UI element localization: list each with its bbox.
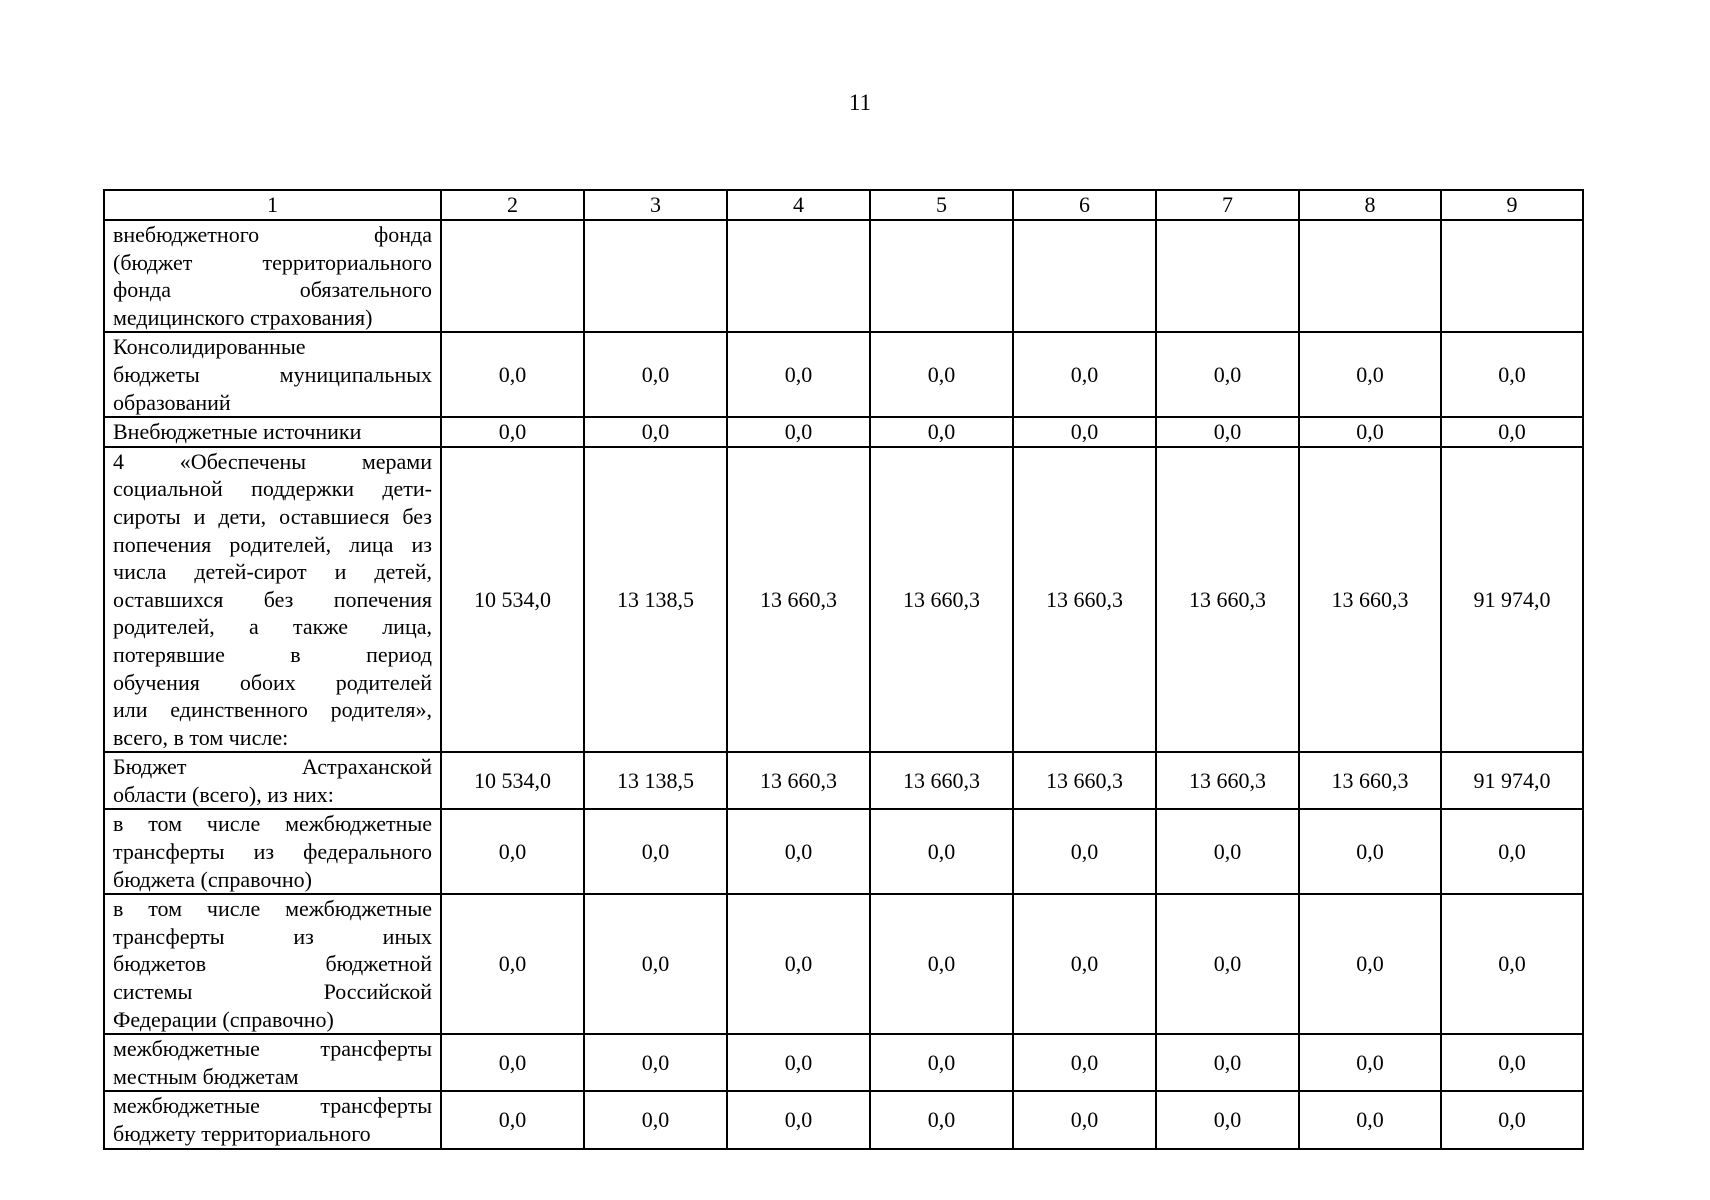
description-line: всего, в том числе: — [113, 724, 289, 750]
value-cell: 13 660,3 — [1013, 447, 1156, 753]
column-header: 2 — [441, 190, 584, 220]
value-cell: 0,0 — [1013, 1034, 1156, 1091]
value-cell: 10 534,0 — [441, 447, 584, 753]
table-row — [104, 809, 1583, 894]
description-line: области (всего), из них: — [113, 781, 334, 807]
row-description — [104, 332, 441, 417]
page-number: 11 — [848, 90, 872, 115]
value-cell: 0,0 — [441, 894, 584, 1034]
description-line: бюджета (справочно) — [113, 866, 312, 892]
value-cell: 13 660,3 — [870, 752, 1013, 809]
value-cell: 13 660,3 — [727, 752, 870, 809]
value-cell: 0,0 — [584, 1034, 727, 1091]
description-line: образований — [113, 389, 231, 415]
description-line: межбюджетные трансферты — [113, 1036, 432, 1062]
value-cell: 0,0 — [1156, 1091, 1299, 1148]
table-row — [104, 417, 1583, 447]
value-cell: 0,0 — [870, 894, 1013, 1034]
value-cell: 0,0 — [1441, 1091, 1583, 1148]
description-line: или единственного родителя», — [113, 697, 432, 723]
value-cell: 91 974,0 — [1441, 447, 1583, 753]
value-cell: 0,0 — [1441, 894, 1583, 1034]
column-header: 3 — [584, 190, 727, 220]
description-line: в том числе межбюджетные — [113, 811, 432, 837]
value-cell: 0,0 — [1299, 1034, 1441, 1091]
description-line: сироты и дети, оставшиеся без — [113, 503, 432, 529]
value-cell: 13 660,3 — [1013, 752, 1156, 809]
value-cell: 0,0 — [584, 894, 727, 1034]
description-line: оставшихся без попечения — [113, 586, 432, 612]
row-description — [104, 1091, 441, 1148]
description-line: трансферты из федерального — [113, 839, 432, 865]
column-header-row — [104, 190, 1583, 220]
value-cell — [1441, 220, 1583, 332]
value-cell: 0,0 — [1156, 894, 1299, 1034]
value-cell: 0,0 — [441, 417, 584, 447]
description-line: фонда обязательного — [113, 277, 432, 303]
value-cell: 13 138,5 — [584, 447, 727, 753]
value-cell: 0,0 — [1441, 1034, 1583, 1091]
value-cell — [727, 220, 870, 332]
value-cell — [1299, 220, 1441, 332]
value-cell: 0,0 — [1156, 417, 1299, 447]
value-cell: 13 138,5 — [584, 752, 727, 809]
value-cell: 0,0 — [441, 1091, 584, 1148]
value-cell: 0,0 — [1013, 1091, 1156, 1148]
value-cell: 0,0 — [1441, 332, 1583, 417]
value-cell: 0,0 — [727, 1091, 870, 1148]
value-cell: 0,0 — [870, 417, 1013, 447]
table-row — [104, 332, 1583, 417]
value-cell: 0,0 — [1441, 809, 1583, 894]
description-line: числа детей-сирот и детей, — [113, 559, 432, 585]
table-body — [104, 190, 1583, 1149]
value-cell: 0,0 — [584, 417, 727, 447]
value-cell: 0,0 — [441, 332, 584, 417]
value-cell: 0,0 — [1013, 332, 1156, 417]
value-cell: 91 974,0 — [1441, 752, 1583, 809]
description-line: бюджетов бюджетной — [113, 951, 432, 977]
value-cell: 0,0 — [727, 809, 870, 894]
value-cell: 0,0 — [727, 332, 870, 417]
value-cell: 0,0 — [1299, 894, 1441, 1034]
column-header: 7 — [1156, 190, 1299, 220]
value-cell: 0,0 — [1441, 417, 1583, 447]
value-cell: 0,0 — [727, 894, 870, 1034]
column-header: 5 — [870, 190, 1013, 220]
description-line: внебюджетного фонда — [113, 222, 432, 247]
description-line: Консолидированные — [113, 334, 306, 360]
value-cell: 0,0 — [584, 332, 727, 417]
description-line: системы Российской — [113, 979, 432, 1005]
value-cell: 0,0 — [441, 1034, 584, 1091]
value-cell: 0,0 — [870, 809, 1013, 894]
description-line: обучения обоих родителей — [113, 669, 432, 695]
column-header: 6 — [1013, 190, 1156, 220]
row-description — [104, 220, 441, 332]
value-cell: 13 660,3 — [1156, 447, 1299, 753]
description-line: медицинского страхования) — [113, 304, 373, 330]
value-cell: 0,0 — [870, 1091, 1013, 1148]
row-description — [104, 894, 441, 1034]
value-cell — [584, 220, 727, 332]
column-header: 9 — [1441, 190, 1583, 220]
description-line: трансферты из иных — [113, 923, 432, 949]
table-row — [104, 1091, 1583, 1148]
value-cell: 0,0 — [1156, 332, 1299, 417]
description-line: потерявшие в период — [113, 641, 432, 667]
row-description — [104, 447, 441, 753]
row-description — [104, 752, 441, 809]
value-cell: 13 660,3 — [727, 447, 870, 753]
description-line: Внебюджетные источники — [113, 419, 362, 445]
value-cell: 0,0 — [870, 1034, 1013, 1091]
description-line: бюджету территориального — [113, 1121, 371, 1146]
value-cell: 0,0 — [584, 809, 727, 894]
value-cell: 0,0 — [1013, 417, 1156, 447]
value-cell: 0,0 — [584, 1091, 727, 1148]
description-line: 4 «Обеспечены мерами — [113, 448, 432, 474]
table-row — [104, 894, 1583, 1034]
description-line: бюджеты муниципальных — [113, 361, 432, 387]
value-cell — [870, 220, 1013, 332]
value-cell: 0,0 — [1299, 1091, 1441, 1148]
row-description — [104, 1034, 441, 1091]
value-cell: 0,0 — [1299, 809, 1441, 894]
value-cell: 0,0 — [870, 332, 1013, 417]
description-line: Бюджет Астраханской — [113, 754, 432, 780]
value-cell: 0,0 — [1156, 1034, 1299, 1091]
value-cell: 13 660,3 — [1299, 752, 1441, 809]
table-row — [104, 1034, 1583, 1091]
column-header: 1 — [104, 190, 441, 220]
description-line: Федерации (справочно) — [113, 1006, 334, 1032]
budget-table — [103, 189, 1584, 1150]
description-line: социальной поддержки дети- — [113, 476, 432, 502]
value-cell: 13 660,3 — [870, 447, 1013, 753]
value-cell: 0,0 — [727, 417, 870, 447]
table-row — [104, 220, 1583, 332]
description-line: межбюджетные трансферты — [113, 1093, 432, 1119]
value-cell: 13 660,3 — [1156, 752, 1299, 809]
table-row — [104, 752, 1583, 809]
value-cell: 0,0 — [1013, 809, 1156, 894]
value-cell: 0,0 — [441, 809, 584, 894]
value-cell: 0,0 — [727, 1034, 870, 1091]
description-line: местным бюджетам — [113, 1063, 299, 1089]
description-line: (бюджет территориального — [113, 249, 432, 275]
description-line: попечения родителей, лица из — [113, 531, 432, 557]
description-line: в том числе межбюджетные — [113, 896, 432, 922]
row-description — [104, 417, 441, 447]
value-cell: 0,0 — [1299, 417, 1441, 447]
row-description — [104, 809, 441, 894]
column-header: 8 — [1299, 190, 1441, 220]
value-cell: 13 660,3 — [1299, 447, 1441, 753]
value-cell: 0,0 — [1013, 894, 1156, 1034]
value-cell — [441, 220, 584, 332]
table-row — [104, 447, 1583, 753]
value-cell — [1156, 220, 1299, 332]
column-header: 4 — [727, 190, 870, 220]
value-cell — [1013, 220, 1156, 332]
value-cell: 0,0 — [1156, 809, 1299, 894]
value-cell: 0,0 — [1299, 332, 1441, 417]
value-cell: 10 534,0 — [441, 752, 584, 809]
description-line: родителей, а также лица, — [113, 614, 432, 640]
